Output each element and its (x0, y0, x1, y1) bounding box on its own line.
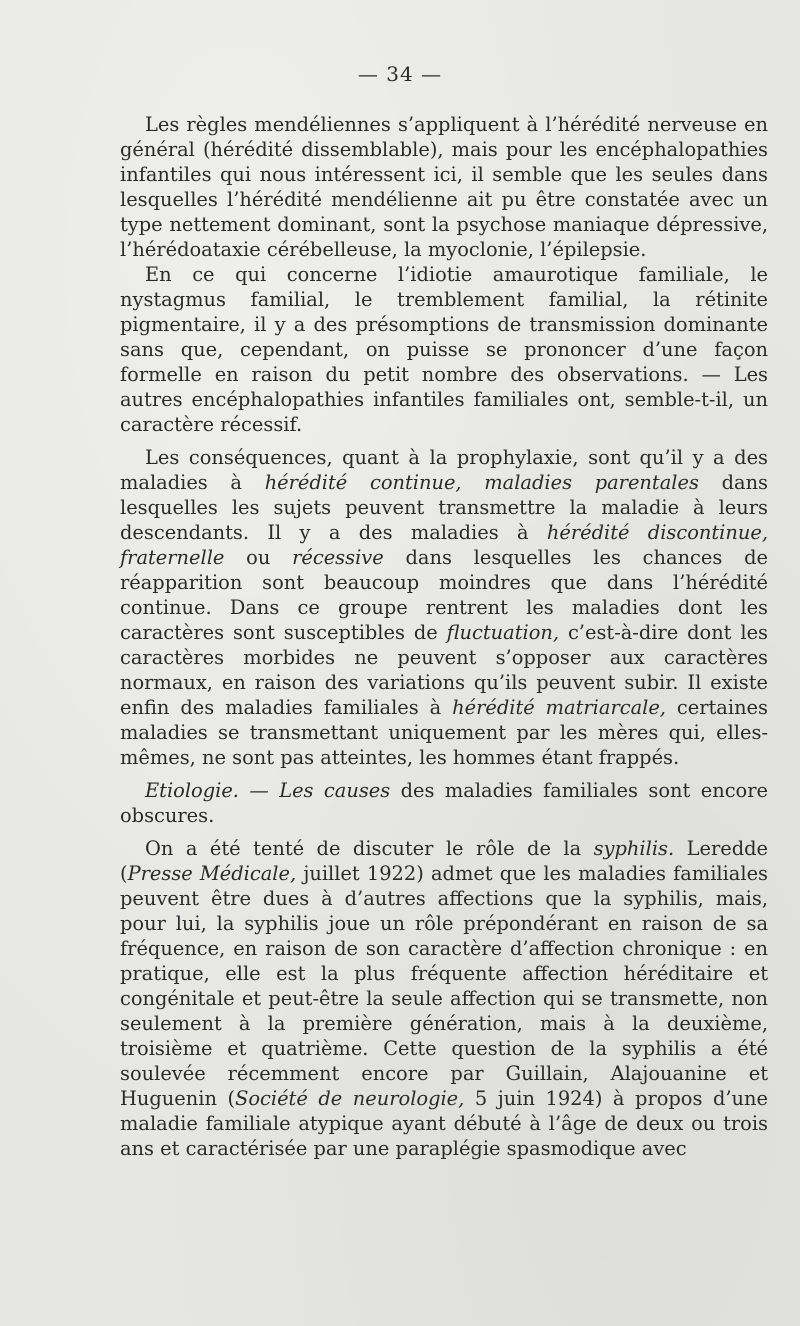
text-run: dans lesquelles les chances de réapparition sont beaucoup moindres que dans l’hérédité continue. Dans ce groupe rentrent les maladies dont les caractères sont susceptibles de (120, 546, 768, 644)
text-run: c’est-à-dire dont les caractères morbides ne peuvent s’opposer aux caractères normaux, en raison des variations qu’ils peuvent subir. Il existe enfin des maladies familiales à (120, 621, 768, 719)
text-run: ou (224, 546, 293, 569)
page-number: — 34 — (357, 62, 443, 86)
text-run: juillet 1922) admet que les maladies familiales peuvent être dues à d’autres affections que la syphilis, mais, pour lui, la syphilis joue un rôle prépondérant en raison de sa fréquence, en raison de son caractère d’affection chronique : en pratique, elle est la plus fréquente affection héréditaire et congénitale et peut-être la seule affection qui se transmette, non seulement à la première génération, mais à la deuxième, troisième et quatrième. Cette question de la syphilis a été soulevée récemment encore par Guillain, Alajouanine et Huguenin ( (120, 862, 768, 1110)
italic-text-run: Presse Médicale, (127, 862, 297, 885)
paragraph-mendelian-rules (120, 112, 768, 262)
paragraph-prophylaxis (120, 445, 768, 770)
text-run: des maladies familiales sont encore obscures. (120, 779, 768, 827)
text-run: Leredde ( (120, 837, 768, 885)
text-run: 5 juin 1924) à propos d’une maladie familiale atypique ayant débuté à l’âge de deux ou trois ans et caractérisée par une paraplégie spasmodique avec (120, 1087, 768, 1160)
italic-text-run: fluctuation, (446, 621, 560, 644)
italic-text-run: syphilis. (593, 837, 675, 860)
text-run: certaines maladies se transmettant uniquement par les mères qui, elles-mêmes, ne sont pas atteintes, les hommes étant frappés. (120, 696, 768, 769)
italic-text-run: hérédité continue, maladies parentales (264, 471, 699, 494)
text-run: Les conséquences, quant à la prophylaxie, sont qu’il y a des maladies à (120, 446, 768, 494)
text-run: On a été tenté de discuter le rôle de la (145, 837, 594, 860)
text-run: Les règles mendéliennes s’appliquent à l’hérédité nerveuse en général (hérédité dissemblable), mais pour les encéphalopathies infantiles qui nous intéressent ici, il semble que les seules dans lesquelles l’hérédité mendélienne ait pu être constatée avec un type nettement dominant, sont la psychose maniaque dépressive, l’hérédoataxie cérébelleuse, la myoclonie, l’épilepsie. (120, 113, 768, 261)
text-run: En ce qui concerne l’idiotie amaurotique familiale, le nystagmus familial, le tremblement familial, la rétinite pigmentaire, il y a des présomptions de transmission dominante sans que, cependant, on puisse se prononcer d’une façon formelle en raison du petit nombre des observations. — Les autres encéphalopathies infantiles familiales ont, semble-t-il, un caractère récessif. (120, 263, 768, 436)
italic-text-run: hérédité discontinue, fraternelle (120, 521, 768, 569)
italic-text-run: récessive (292, 546, 384, 569)
italic-text-run: Société de neurologie, (235, 1087, 465, 1110)
paragraph-etiology (120, 778, 768, 828)
paragraph-syphilis (120, 836, 768, 1161)
body-text (120, 112, 768, 1161)
text-run: dans lesquelles les sujets peuvent transmettre la maladie à leurs descendants. Il y a des maladies à (120, 471, 769, 544)
italic-text-run: Etiologie. — Les causes (145, 779, 391, 802)
paragraph-amaurotic-idiocy (120, 262, 768, 437)
italic-text-run: hérédité matriarcale, (452, 696, 666, 719)
